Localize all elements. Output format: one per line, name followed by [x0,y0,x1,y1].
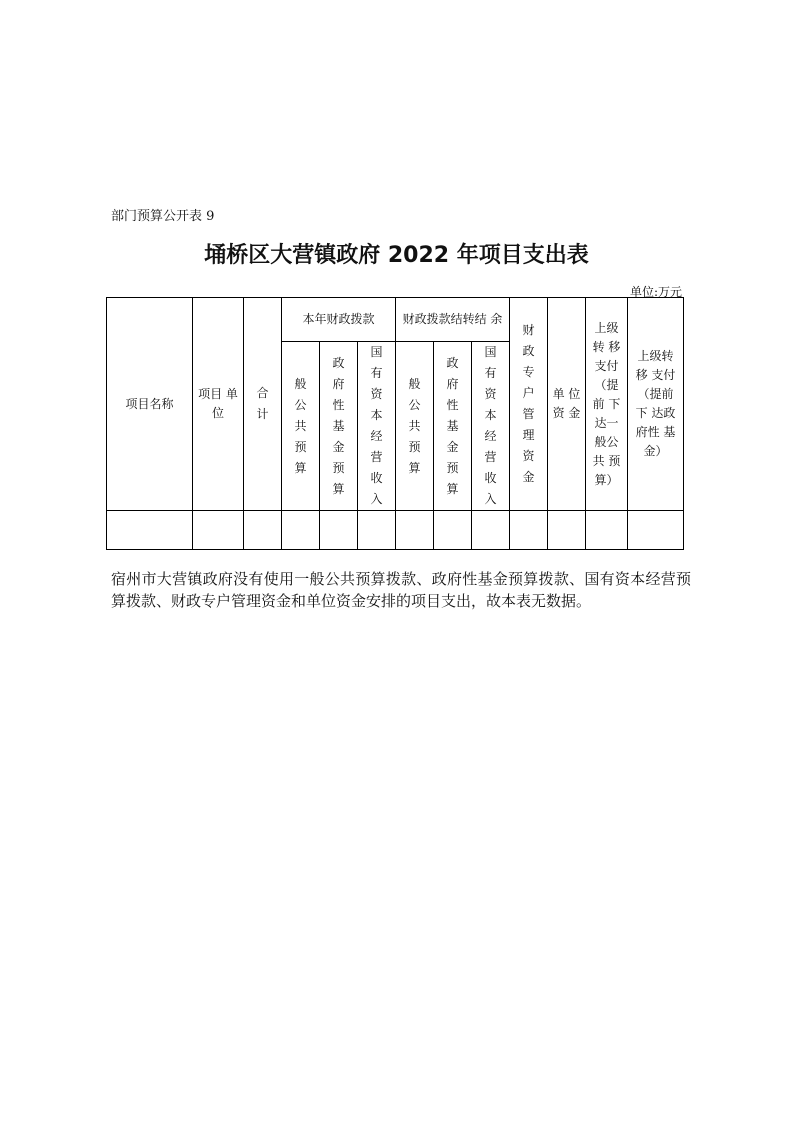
table-cell [586,511,628,550]
header-current-general-public-budget: 般公共预算 [282,342,320,511]
page-title: 埇桥区大营镇政府 2022 年项目支出表 [204,243,589,268]
header-upper-transfer-general: 上级 转 移 支付（提 前 下 达一 般公 共 预 算） [586,298,628,511]
table-cell [396,511,434,550]
table-cell [244,511,282,550]
table-cell [472,511,510,550]
header-carryover-gov-fund-budget: 政府性基金预算 [434,342,472,511]
table-cell [107,511,193,550]
table-cell [358,511,396,550]
table-cell [434,511,472,550]
table-cell [548,511,586,550]
header-carryover-balance: 财政拨款结转结 余 [396,298,510,342]
table-cell [193,511,244,550]
header-current-state-capital-income: 国有资本经营收入 [358,342,396,511]
header-special-account-fund: 财政专户管理资金 [510,298,548,511]
form-number-label: 部门预算公开表 9 [111,209,215,224]
header-upper-transfer-fund: 上级转 移 支付（提前 下 达政 府性 基 金） [628,298,684,511]
table-cell [628,511,684,550]
table-row [107,511,684,550]
header-carryover-general-public-budget: 般公共预算 [396,342,434,511]
table-cell [320,511,358,550]
header-project-name: 项目名称 [107,298,193,511]
unit-label: 单位:万元 [629,285,682,299]
project-expenditure-table [106,297,684,550]
header-carryover-state-capital-income: 国有资本经营收入 [472,342,510,511]
table-cell [510,511,548,550]
header-current-year-appropriation: 本年财政拨款 [282,298,396,342]
no-data-note: 宿州市大营镇政府没有使用一般公共预算拨款、政府性基金预算拨款、国有资本经营预算拨款、财政专户管理资金和单位资金安排的项目支出，故本表无数据。 [111,570,691,610]
header-project-unit: 项目 单 位 [193,298,244,511]
header-unit-fund: 单 位 资 金 [548,298,586,511]
table-cell [282,511,320,550]
header-current-gov-fund-budget: 政府性基金预算 [320,342,358,511]
header-total: 合 计 [244,298,282,511]
